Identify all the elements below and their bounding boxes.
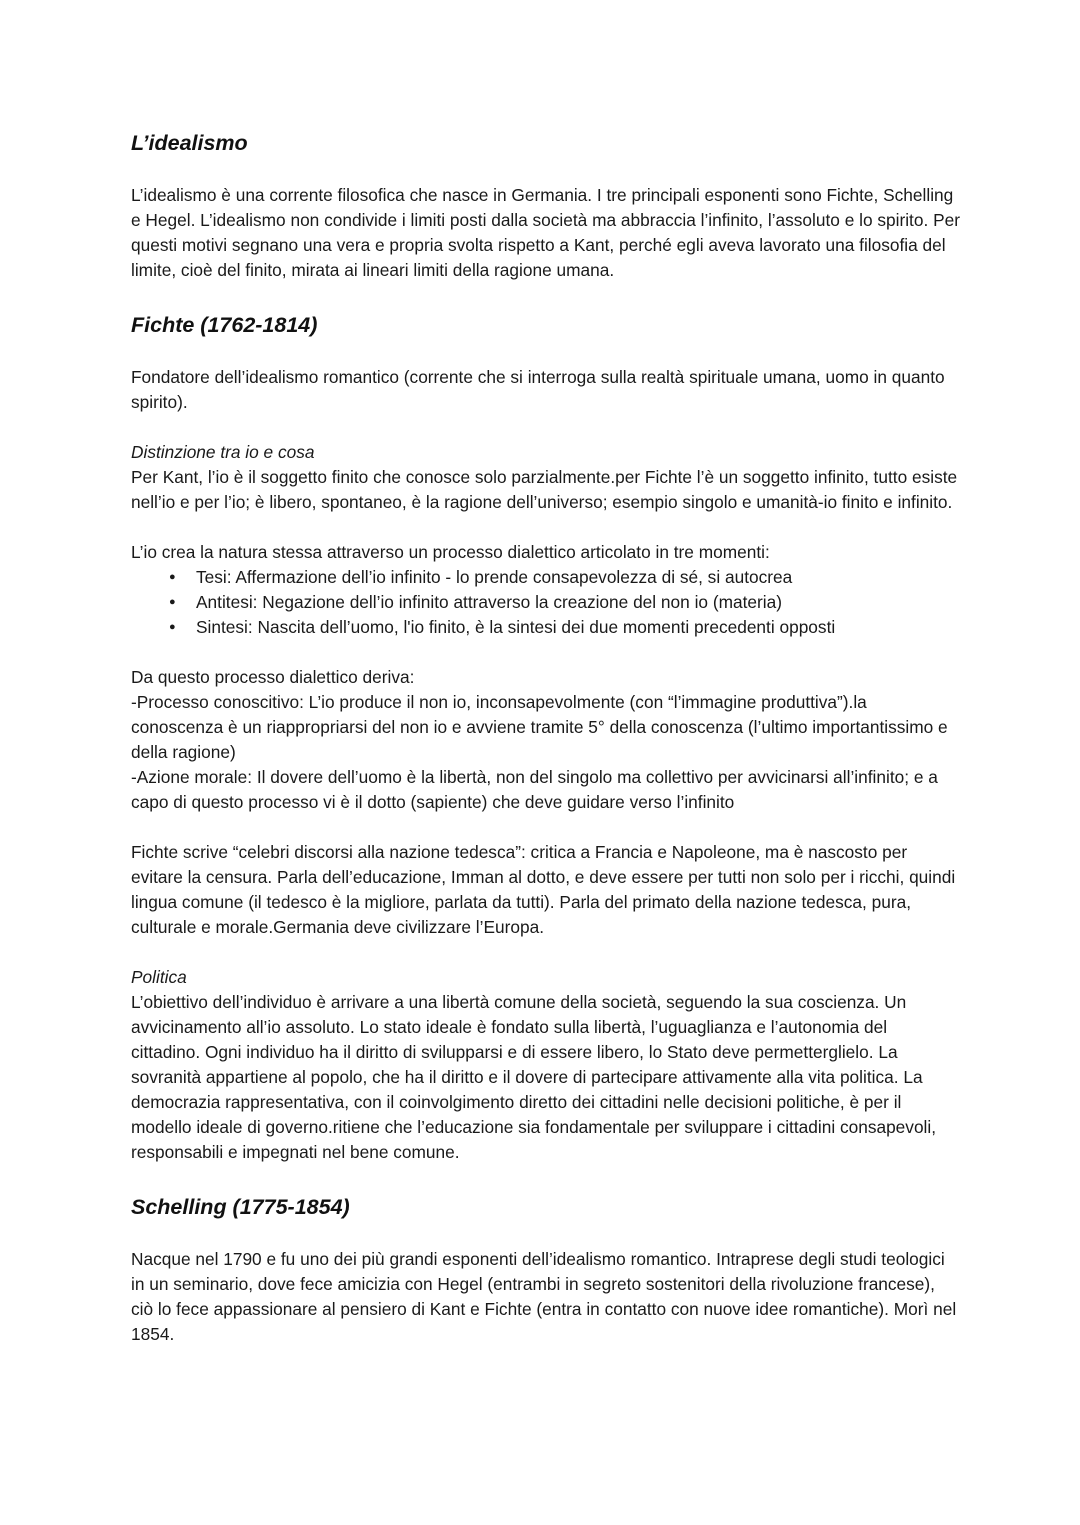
section-title-fichte: Fichte (1762-1814) (131, 313, 318, 337)
distinzione-subheading: Distinzione tra io e cosa (131, 442, 315, 462)
list-item-tesi: ● Tesi: Affermazione dell’io infinito - lo prende consapevolezza di sé, si autocrea (169, 565, 961, 590)
distinzione-paragraph: Per Kant, l’io è il soggetto finito che conosce solo parzialmente.per Fichte l’è un soggetto infinito, tutto esiste nell’io e per l’io; è libero, spontaneo, è la ragione dell’universo; esempio singolo e umanità-io finito e infinito. (131, 467, 958, 512)
discorsi-paragraph: Fichte scrive “celebri discorsi alla nazione tedesca”: critica a Francia e Napoleone, ma è nascosto per evitare la censura. Parla dell’educazione, Imman al dotto, e deve essere per tutti non solo per i ricchi, quindi lingua comune (il tedesco è la migliore, parlata da tutti). Parla del primato della nazione tedesca, pura, culturale e morale.Germania deve civilizzare l’Europa. (131, 842, 956, 937)
azione-morale-paragraph: -Azione morale: Il dovere dell’uomo è la libertà, non del singolo ma collettivo per avvicinarsi all’infinito; e a capo di questo processo vi è il dotto (sapiente) che deve guidare verso l’infinito (131, 767, 938, 812)
idealismo-paragraph: L’idealismo è una corrente filosofica che nasce in Germania. I tre principali esponenti sono Fichte, Schelling e Hegel. L’idealismo non condivide i limiti posti dalla società ma abbraccia l’infinito, l’assoluto e lo spirito. Per questi motivi segnano una vera e propria svolta rispetto a Kant, perché egli aveva lavorato una filosofia del limite, cioè del finito, mirata ai lineari limiti della ragione umana. (131, 185, 960, 280)
politica-paragraph: L’obiettivo dell’individuo è arrivare a una libertà comune della società, seguendo la sua coscienza. Un avvicinamento all’io assoluto. Lo stato ideale è fondato sulla libertà, l’uguaglianza e l’autonomia del cittadino. Ogni individuo ha il diritto di svilupparsi e di essere libero, lo Stato deve permetterglielo. La sovranità appartiene al popolo, che ha il diritto e il dovere di partecipare attivamente alla vita politica. La democrazia rappresentativa, con il coinvolgimento diretto dei cittadini nelle decisioni politiche, è per il modello ideale di governo.ritiene che l’educazione sia fondamentale per sviluppare i cittadini consapevoli, responsabili e impegnati nel bene comune. (131, 992, 937, 1162)
list-item-sintesi: ● Sintesi: Nascita dell’uomo, l'io finito, è la sintesi dei due momenti precedenti opposti (169, 615, 961, 640)
section-title-idealismo: L’idealismo (131, 131, 248, 155)
fichte-intro-paragraph: Fondatore dell’idealismo romantico (corrente che si interroga sulla realtà spirituale umana, uomo in quanto spirito). (131, 367, 945, 412)
dialettica-list (131, 565, 961, 640)
document-page (131, 128, 961, 1347)
section-title-schelling: Schelling (1775-1854) (131, 1195, 350, 1219)
deriva-intro: Da questo processo dialettico deriva: (131, 667, 415, 687)
processo-conoscitivo-paragraph: -Processo conoscitivo: L’io produce il non io, inconsapevolmente (con “l’immagine produttiva”).la conoscenza è un riappropriarsi del non io e avviene tramite 5° della conoscenza (l’ultimo importantissimo e della ragione) (131, 692, 948, 762)
dialettica-intro: L’io crea la natura stessa attraverso un processo dialettico articolato in tre momenti: (131, 542, 770, 562)
schelling-paragraph: Nacque nel 1790 e fu uno dei più grandi esponenti dell’idealismo romantico. Intraprese degli studi teologici in un seminario, dove fece amicizia con Hegel (entrambi in segreto sostenitori della rivoluzione francese), ciò lo fece appassionare al pensiero di Kant e Fichte (entra in contatto con nuove idee romantiche). Morì nel 1854. (131, 1249, 957, 1344)
politica-subheading: Politica (131, 967, 187, 987)
list-item-antitesi: ● Antitesi: Negazione dell’io infinito attraverso la creazione del non io (materia) (169, 590, 961, 615)
